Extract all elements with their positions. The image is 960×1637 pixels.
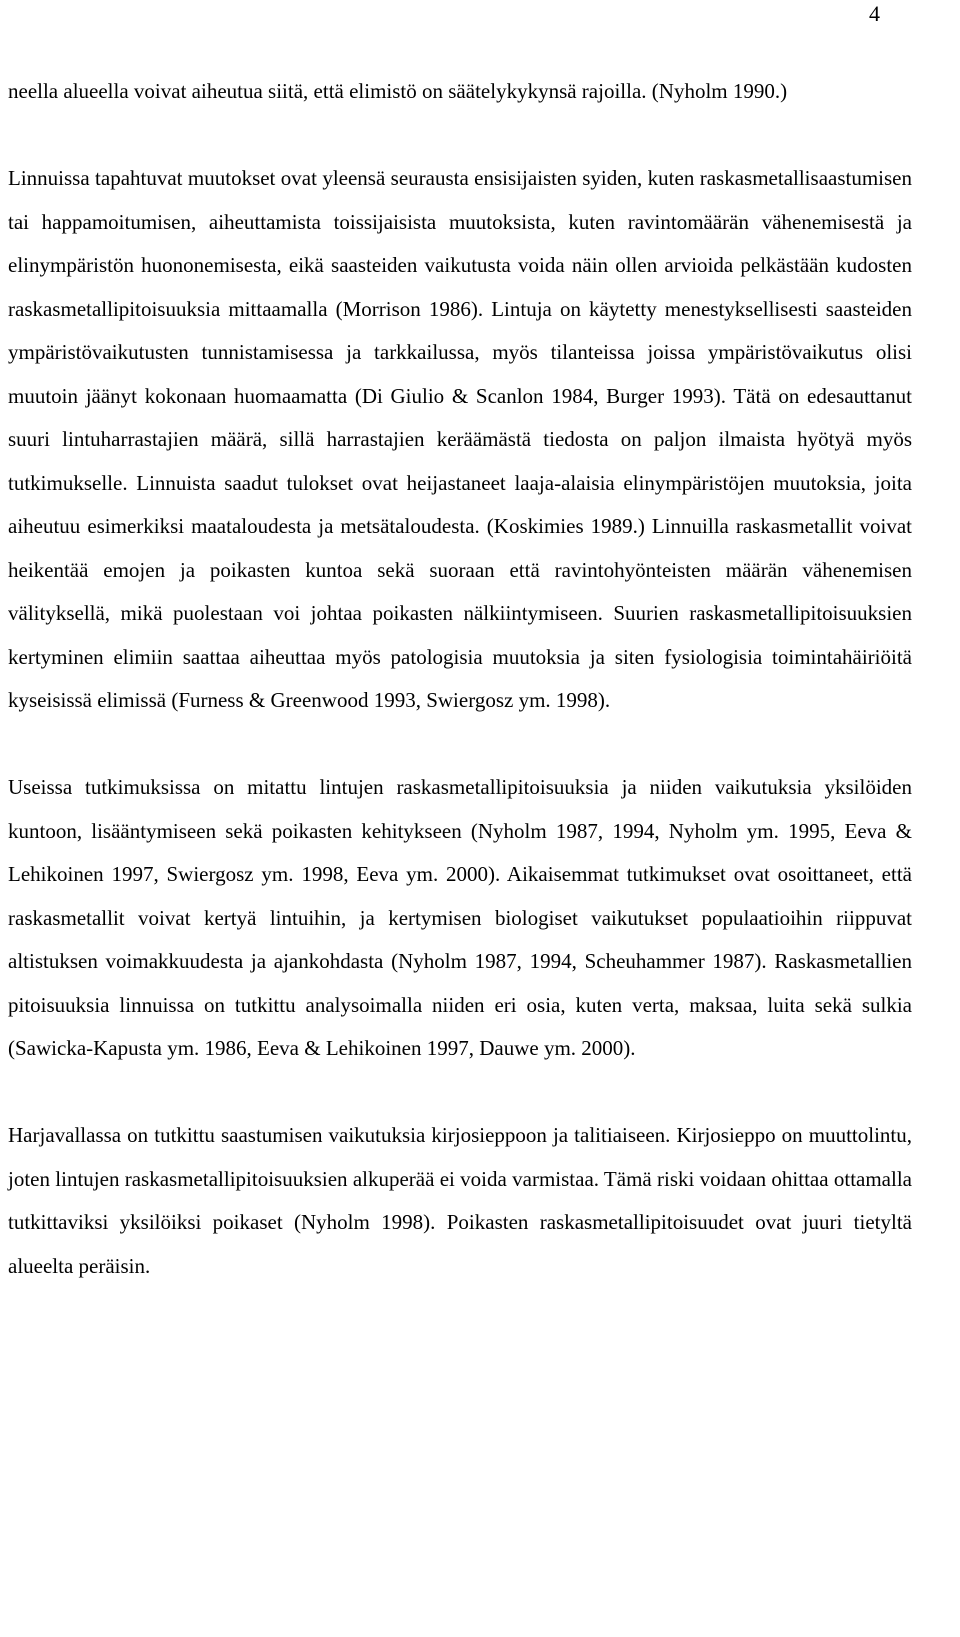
- document-body: [8, 70, 912, 1288]
- paragraph-2: Linnuissa tapahtuvat muutokset ovat yleensä seurausta ensisijaisten syiden, kuten raskasmetallisaastumisen tai happamoitumisen, aiheuttamista toissijaisista muutoksista, kuten ravintomäärän vähenemisestä ja elinympäristön huononemisesta, eikä saasteiden vaikutusta voida näin ollen arvioida pelkästään kudosten raskasmetallipitoisuuksia mittaamalla (Morrison 1986). Lintuja on käytetty menestyksellisesti saasteiden ympäristövaikutusten tunnistamisessa ja tarkkailussa, myös tilanteissa joissa ympäristövaikutus olisi muutoin jäänyt kokonaan huomaamatta (Di Giulio & Scanlon 1984, Burger 1993). Tätä on edesauttanut suuri lintuharrastajien määrä, sillä harrastajien keräämästä tiedosta on paljon ilmaista hyötyä myös tutkimukselle. Linnuista saadut tulokset ovat heijastaneet laaja-alaisia elinympäristöjen muutoksia, joita aiheutuu esimerkiksi maataloudesta ja metsätaloudesta. (Koskimies 1989.) Linnuilla raskasmetallit voivat heikentää emojen ja poikasten kuntoa sekä suoraan että ravintohyönteisten määrän vähenemisen välityksellä, mikä puolestaan voi johtaa poikasten nälkiintymiseen. Suurien raskasmetallipitoisuuksien kertyminen elimiin saattaa aiheuttaa myös patologisia muutoksia ja siten fysiologisia toimintahäiriöitä kyseisissä elimissä (Furness & Greenwood 1993, Swiergosz ym. 1998).: [8, 166, 912, 712]
- paragraph-gap: [8, 723, 912, 767]
- paragraph-gap: [8, 114, 912, 158]
- paragraph-gap: [8, 1071, 912, 1115]
- paragraph-3: Useissa tutkimuksissa on mitattu lintujen raskasmetallipitoisuuksia ja niiden vaikutuksia yksilöiden kuntoon, lisääntymiseen sekä poikasten kehitykseen (Nyholm 1987, 1994, Nyholm ym. 1995, Eeva & Lehikoinen 1997, Swiergosz ym. 1998, Eeva ym. 2000). Aikaisemmat tutkimukset ovat osoittaneet, että raskasmetallit voivat kertyä lintuihin, ja kertymisen biologiset vaikutukset populaatioihin riippuvat altistuksen voimakkuudesta ja ajankohdasta (Nyholm 1987, 1994, Scheuhammer 1987). Raskasmetallien pitoisuuksia linnuissa on tutkittu analysoimalla niiden eri osia, kuten verta, maksaa, luita sekä sulkia (Sawicka-Kapusta ym. 1986, Eeva & Lehikoinen 1997, Dauwe ym. 2000).: [8, 775, 912, 1060]
- paragraph-1: neella alueella voivat aiheutua siitä, että elimistö on säätelykykynsä rajoilla. (Nyholm 1990.): [8, 79, 788, 103]
- page-number: 4: [869, 1, 880, 26]
- paragraph-4: Harjavallassa on tutkittu saastumisen vaikutuksia kirjosieppoon ja talitiaiseen. Kirjosieppo on muuttolintu, joten lintujen raskasmetallipitoisuuksien alkuperää ei voida varmistaa. Tämä riski voidaan ohittaa ottamalla tutkittaviksi yksilöiksi poikaset (Nyholm 1998). Poikasten raskasmetallipitoisuudet ovat juuri tietyltä alueelta peräisin.: [8, 1123, 912, 1278]
